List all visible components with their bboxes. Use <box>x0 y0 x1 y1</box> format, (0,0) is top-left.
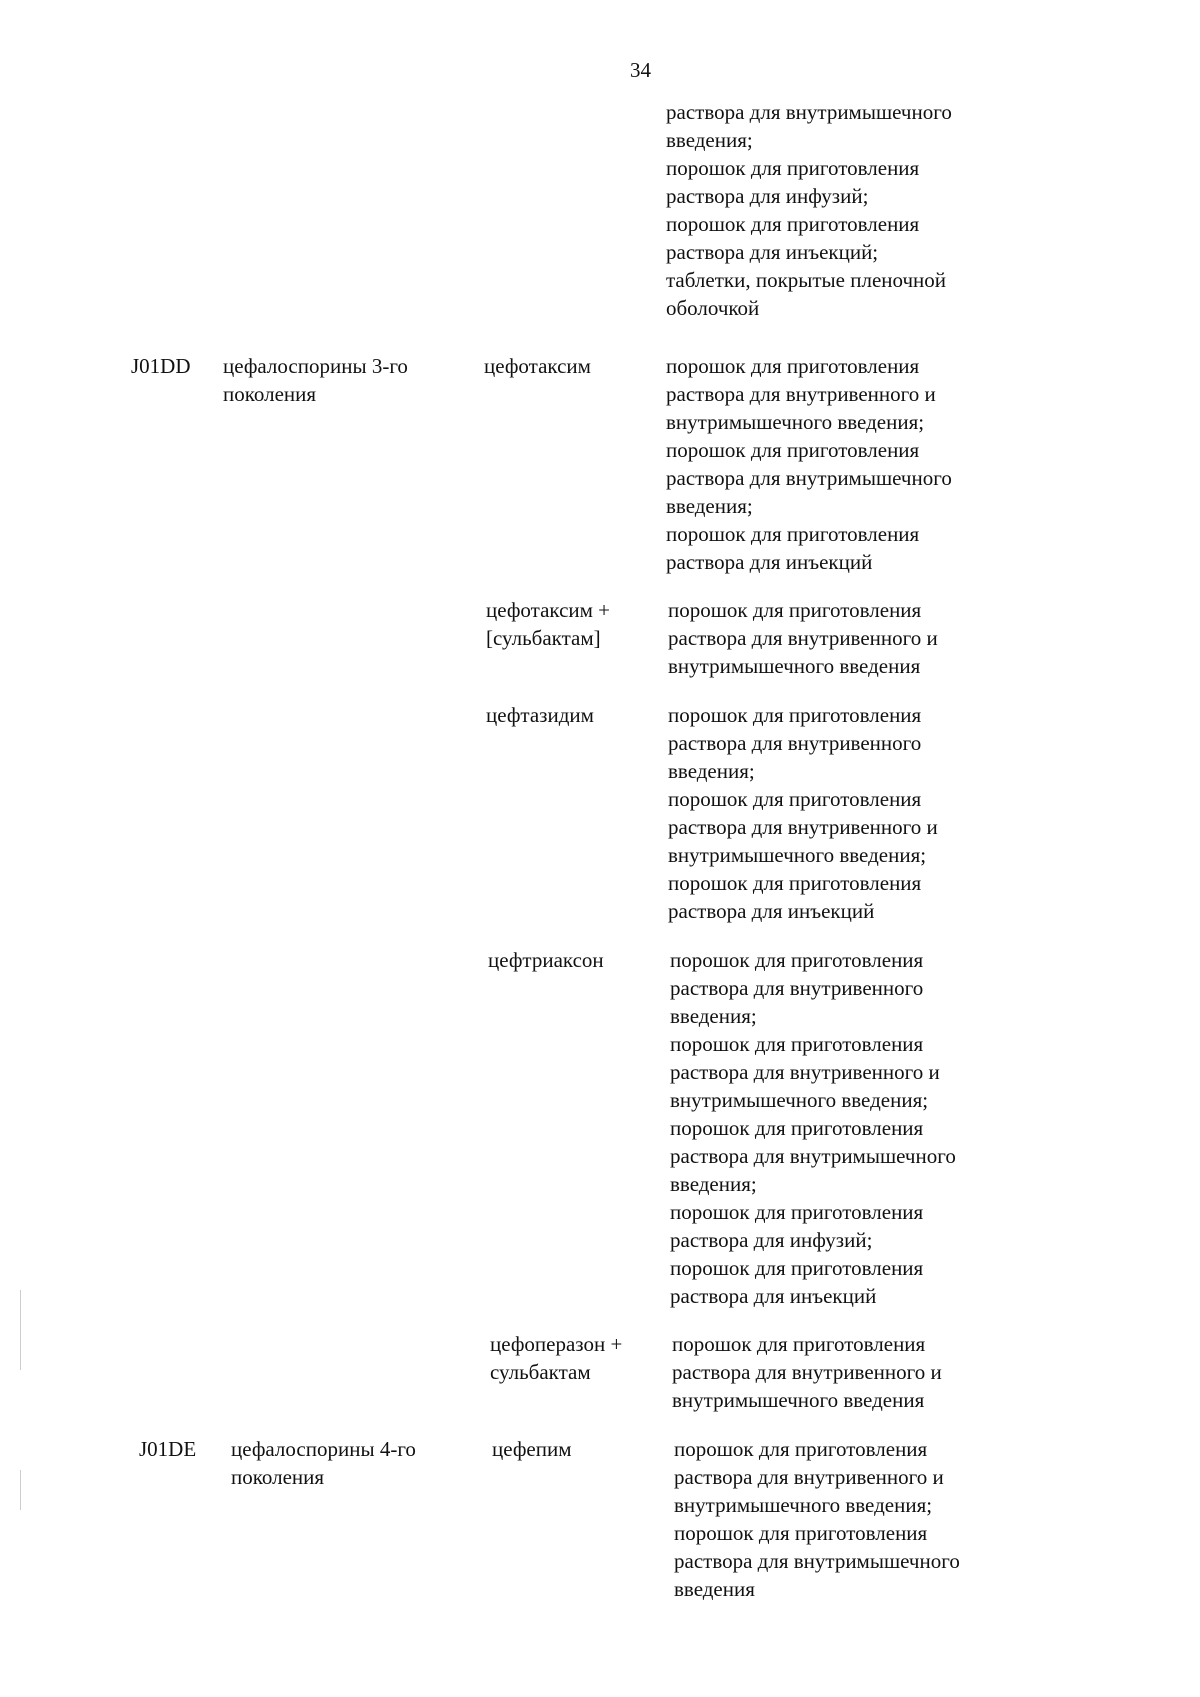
drug-name <box>486 701 594 729</box>
form-line: порошок для приготовления <box>666 212 920 236</box>
atc-code: J01DD <box>131 354 191 378</box>
form-line: порошок для приготовления <box>672 1332 926 1356</box>
form-line: порошок для приготовления <box>668 703 922 727</box>
dosage-forms <box>666 352 952 576</box>
group-name-line: цефалоспорины 4-го <box>231 1437 416 1461</box>
form-line: порошок для приготовления <box>670 948 924 972</box>
form-line: внутримышечного введения; <box>666 410 925 434</box>
form-line: введения; <box>670 1172 757 1196</box>
form-line: введения; <box>666 128 753 152</box>
form-line: раствора для внутривенного <box>670 976 924 1000</box>
form-line: порошок для приготовления <box>670 1200 924 1224</box>
atc-code: J01DE <box>139 1437 197 1461</box>
dosage-forms <box>670 946 956 1310</box>
drug-name-line: цефотаксим <box>484 354 591 378</box>
form-line: порошок для приготовления <box>666 354 920 378</box>
scan-speck <box>20 1290 21 1370</box>
dosage-forms <box>668 596 938 680</box>
drug-name-line: цефтриаксон <box>488 948 604 972</box>
dosage-forms <box>672 1330 942 1414</box>
group-name-line: поколения <box>231 1465 325 1489</box>
drug-name-line: цефтазидим <box>486 703 594 727</box>
form-line: раствора для внутривенного и <box>670 1060 940 1084</box>
form-line: раствора для инъекций <box>666 550 873 574</box>
form-line: порошок для приготовления <box>674 1437 928 1461</box>
form-line: раствора для внутримышечного <box>674 1549 960 1573</box>
form-line: раствора для внутривенного и <box>666 382 936 406</box>
form-line: введения <box>674 1577 755 1601</box>
dosage-forms <box>668 701 938 925</box>
form-line: порошок для приготовления <box>668 598 922 622</box>
drug-name <box>490 1330 622 1386</box>
drug-name <box>484 352 591 380</box>
form-line: раствора для внутривенного и <box>672 1360 942 1384</box>
form-line: внутримышечного введения; <box>674 1493 933 1517</box>
form-line: раствора для инъекций; <box>666 240 879 264</box>
form-line: раствора для внутримышечного <box>670 1144 956 1168</box>
form-line: раствора для инфузий; <box>670 1228 873 1252</box>
drug-name <box>486 596 610 652</box>
group-name-line: цефалоспорины 3-го <box>223 354 408 378</box>
page-number: 34 <box>630 58 651 82</box>
form-line: порошок для приготовления <box>666 522 920 546</box>
form-line: порошок для приготовления <box>674 1521 928 1545</box>
drug-name-line: цефепим <box>492 1437 572 1461</box>
form-line: внутримышечного введения; <box>668 843 927 867</box>
drug-name <box>492 1435 572 1463</box>
form-line: порошок для приготовления <box>666 156 920 180</box>
form-line: раствора для внутривенного и <box>668 815 938 839</box>
drug-name-line: сульбактам <box>490 1360 591 1384</box>
form-line: порошок для приготовления <box>670 1032 924 1056</box>
group-name <box>223 352 408 408</box>
drug-name <box>488 946 604 974</box>
form-line: раствора для внутривенного <box>668 731 922 755</box>
form-line: оболочкой <box>666 296 760 320</box>
group-name-line: поколения <box>223 382 317 406</box>
group-name <box>231 1435 416 1491</box>
continued-forms-block <box>666 98 952 322</box>
form-line: раствора для внутримышечного <box>666 466 952 490</box>
form-line: раствора для внутривенного и <box>674 1465 944 1489</box>
form-line: порошок для приготовления <box>670 1116 924 1140</box>
form-line: порошок для приготовления <box>668 787 922 811</box>
form-line: раствора для внутримышечного <box>666 100 952 124</box>
form-line: порошок для приготовления <box>670 1256 924 1280</box>
form-line: внутримышечного введения <box>668 654 921 678</box>
form-line: таблетки, покрытые пленочной <box>666 268 947 292</box>
form-line: введения; <box>670 1004 757 1028</box>
form-line: раствора для инъекций <box>670 1284 877 1308</box>
form-line: порошок для приготовления <box>666 438 920 462</box>
form-line: раствора для внутривенного и <box>668 626 938 650</box>
form-line: раствора для инфузий; <box>666 184 869 208</box>
drug-name-line: [сульбактам] <box>486 626 601 650</box>
drug-name-line: цефоперазон + <box>490 1332 623 1356</box>
form-line: введения; <box>668 759 755 783</box>
dosage-forms <box>674 1435 960 1603</box>
drug-name-line: цефотаксим + <box>486 598 611 622</box>
form-line: внутримышечного введения <box>672 1388 925 1412</box>
form-line: порошок для приготовления <box>668 871 922 895</box>
form-line: введения; <box>666 494 753 518</box>
scan-speck <box>20 1470 21 1510</box>
form-line: раствора для инъекций <box>668 899 875 923</box>
form-line: внутримышечного введения; <box>670 1088 929 1112</box>
